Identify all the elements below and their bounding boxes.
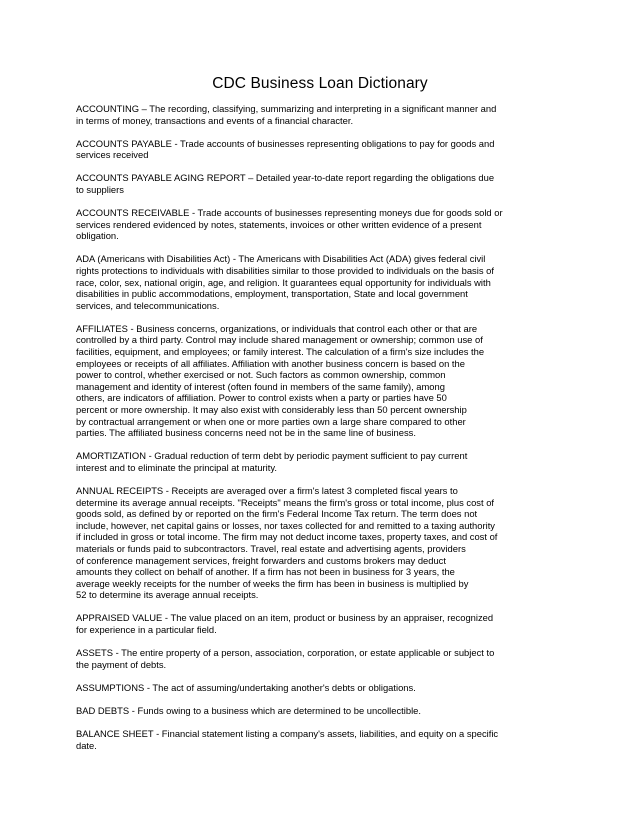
entry-line: parties. The affiliated business concerns need not be in the same line of business. (76, 427, 416, 439)
entry-line: AFFILIATES - Business concerns, organizations, or individuals that control each other or that are (76, 322, 478, 334)
entry-line: determine its average annual receipts. "Receipts" means the firm's gross or total income, plus cost of (76, 496, 495, 508)
entry-line: BAD DEBTS - Funds owing to a business which are determined to be uncollectible. (76, 704, 421, 716)
entry-line: goods sold, as defined by or reported on the firm's Federal Income Tax return. The term does not (76, 508, 478, 520)
entry-line: ACCOUNTING – The recording, classifying, summarizing and interpreting in a significant manner and (76, 103, 497, 114)
entry-line: ACCOUNTS PAYABLE AGING REPORT – Detailed year-to-date report regarding the obligations due (76, 172, 495, 184)
entry-line: date. (76, 739, 97, 751)
entry-line: others, are indicators of affiliation. Power to control exists when a party or parties have 50 (76, 392, 447, 404)
entry-line: ADA (Americans with Disabilities Act) - The Americans with Disabilities Act (ADA) gives federal civil (76, 253, 486, 265)
dictionary-entry (76, 103, 566, 126)
entry-line: ASSUMPTIONS - The act of assuming/undertaking another's debts or obligations. (76, 681, 416, 693)
entry-line: 52 to determine its average annual receipts. (76, 589, 259, 601)
entry-line: rights protections to individuals with disabilities similar to those provided to individuals on the basis of (76, 264, 494, 276)
dictionary-entry (76, 485, 566, 601)
dictionary-entry (76, 647, 566, 670)
entry-line: ACCOUNTS RECEIVABLE - Trade accounts of businesses representing moneys due for goods sold or (76, 207, 503, 219)
entry-line: APPRAISED VALUE - The value placed on an item, product or business by an appraiser, recognized (76, 612, 494, 624)
dictionary-entry (76, 612, 566, 635)
entry-line: race, color, sex, national origin, age, and religion. It guarantees equal opportunity for individuals with (76, 276, 491, 288)
dictionary-entry (76, 207, 566, 242)
dictionary-entry (76, 728, 566, 751)
entry-line: include, however, net capital gains or losses, nor taxes collected for and remitted to a taxing authority (76, 519, 495, 531)
entry-line: the payment of debts. (76, 658, 167, 670)
entry-line: by contractual arrangement or when one or more parties own a large share compared to other (76, 415, 466, 427)
entry-line: amounts they collect on behalf of another. If a firm has not been in business for 3 years, the (76, 566, 455, 578)
entry-line: in terms of money, transactions and events of a financial character. (76, 114, 354, 126)
entry-line: ACCOUNTS PAYABLE - Trade accounts of businesses representing obligations to pay for goods and (76, 137, 495, 149)
entry-line: if included in gross or total income. The firm may not deduct income taxes, property taxes, and cost of (76, 531, 498, 543)
entry-line: percent or more ownership. It may also exist with considerably less than 50 percent ownership (76, 403, 467, 415)
dictionary-entry (76, 253, 566, 311)
entry-line: controlled by a third party. Control may include shared management or ownership; common use of (76, 334, 483, 346)
entry-line: ANNUAL RECEIPTS - Receipts are averaged over a firm's latest 3 completed fiscal years to (76, 484, 458, 496)
dictionary-entry (76, 323, 566, 439)
entry-line: for experience in a particular field. (76, 623, 217, 635)
entry-line: obligation. (76, 230, 119, 242)
entry-line: of conference management services, freight forwarders and customs brokers may deduct (76, 554, 446, 566)
dictionary-entry (76, 138, 566, 161)
entry-line: average weekly receipts for the number of weeks the firm has been in business is multiplied by (76, 577, 469, 589)
entry-line: BALANCE SHEET - Financial statement listing a company's assets, liabilities, and equity on a specific (76, 727, 499, 739)
entry-line: to suppliers (76, 183, 124, 195)
dictionary-entry (76, 705, 566, 717)
entry-line: employees or receipts of all affiliates. Affiliation with another business concern is based on the (76, 357, 465, 369)
dictionary-entries (76, 103, 566, 751)
entry-line: management and identity of interest (often found in members of the same family), among (76, 380, 445, 392)
entry-line: facilities, equipment, and employees; or family interest. The calculation of a firm's size includes the (76, 346, 485, 357)
dictionary-entry (76, 172, 566, 195)
entry-line: ASSETS - The entire property of a person, association, corporation, or estate applicable or subject to (76, 647, 495, 659)
entry-line: AMORTIZATION - Gradual reduction of term debt by periodic payment sufficient to pay current (76, 450, 468, 462)
entry-line: services rendered evidenced by notes, statements, invoices or other written evidence of a present (76, 218, 482, 230)
dictionary-entry (76, 682, 566, 694)
entry-line: power to control, whether exercised or not. Such factors as common ownership, common (76, 369, 446, 381)
entry-line: disabilities in public accommodations, employment, transportation, State and local government (76, 288, 468, 300)
dictionary-entry (76, 450, 566, 473)
entry-line: interest and to eliminate the principal at maturity. (76, 461, 277, 473)
entry-line: materials or funds paid to subcontractors. Travel, real estate and advertising agents, providers (76, 542, 466, 554)
entry-line: services received (76, 149, 149, 161)
page-title: CDC Business Loan Dictionary (212, 75, 428, 92)
entry-line: services, and telecommunications. (76, 299, 220, 311)
